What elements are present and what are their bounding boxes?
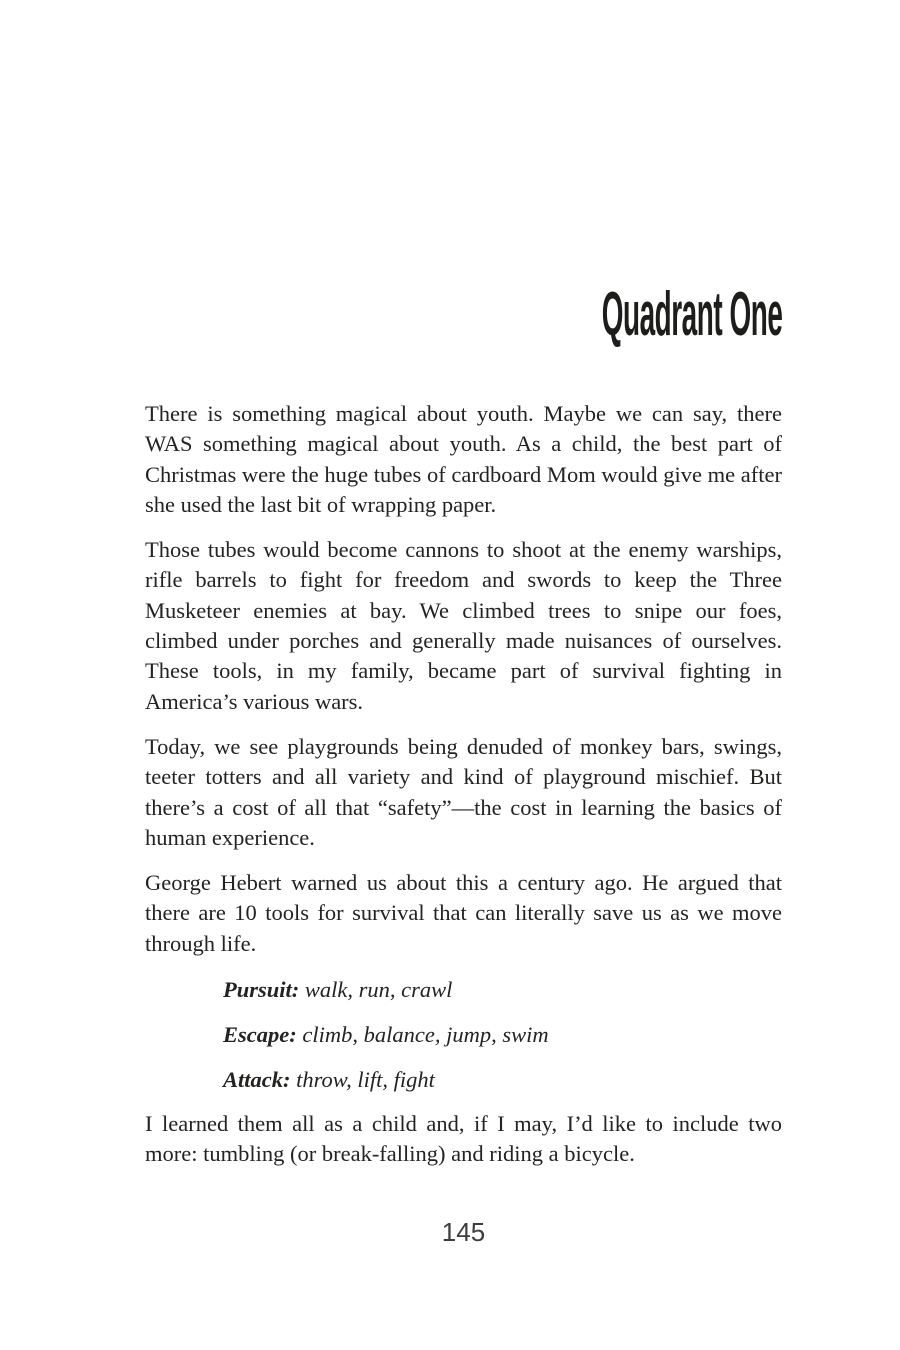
skill-label-escape: Escape: [223,1022,297,1048]
paragraph-1: There is something magical about youth. Maybe we can say, there WAS something magical about youth. As a child, the best part of Christmas were the huge tubes of cardboard Mom would give me after she used the last bit of wrapping paper. [145,401,782,517]
survival-skills-list [223,974,782,1095]
closing-paragraph: I learned them all as a child and, if I may, I’d like to include two more: tumbling (or break-falling) and riding a bicycle. [145,1111,782,1167]
skill-values-attack: throw, lift, fight [296,1067,435,1093]
page-number: 145 [441,1217,486,1247]
paragraph-4: George Hebert warned us about this a century ago. He argued that there are 10 tools for survival that can literally save us as we move through life. [145,870,782,956]
chapter-title-text: Quadrant One [601,280,782,349]
skill-values-pursuit: walk, run, crawl [304,977,453,1003]
skill-values-escape: climb, balance, jump, swim [302,1022,549,1048]
page-body [145,399,782,1185]
paragraph-3: Today, we see playgrounds being denuded of monkey bars, swings, teeter totters and all variety and kind of playground mischief. But there’s a cost of all that “safety”—the cost in learning the basics of human experience. [145,733,782,850]
skill-label-attack: Attack: [223,1067,291,1093]
skill-label-pursuit: Pursuit: [223,977,300,1003]
chapter-title [145,280,782,355]
list-item [223,974,782,1005]
list-item [223,1019,782,1050]
list-item [223,1064,782,1095]
paragraph-2: Those tubes would become cannons to shoot at the enemy warships, rifle barrels to fight for freedom and swords to keep the Three Musketeer enemies at bay. We climbed trees to snipe our foes, climbed under porches and generally made nuisances of ourselves. These tools, in my family, became part of survival fighting in America’s various wars. [145,537,782,714]
